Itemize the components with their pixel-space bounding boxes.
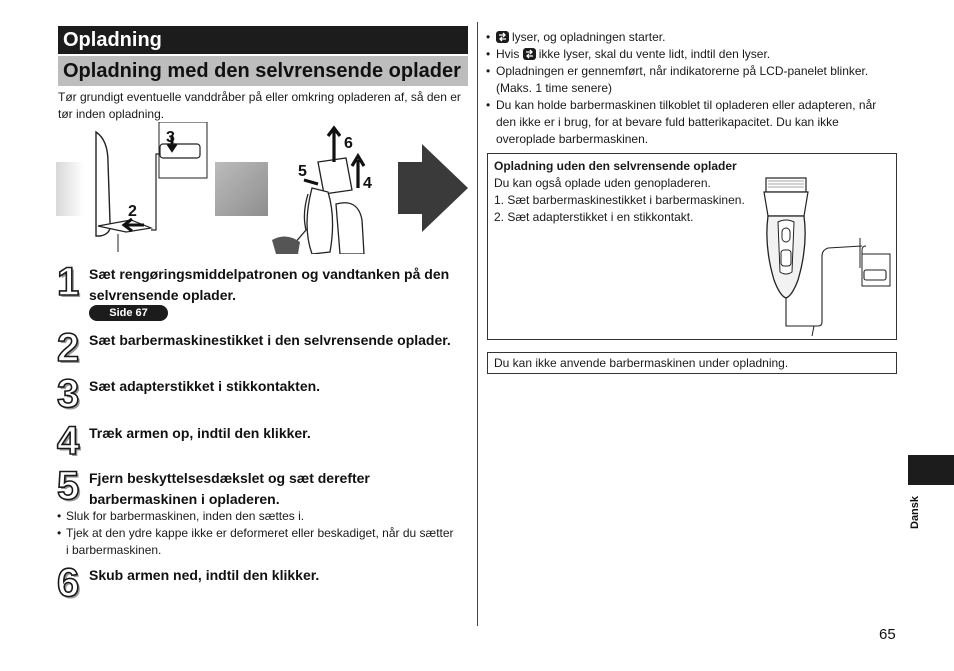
- stand-base: [272, 236, 300, 254]
- step-6-text: Skub armen ned, indtil den klikker.: [89, 567, 320, 583]
- panel-shade-mid: [215, 162, 268, 216]
- list-item: • Hvis ikke lyser, skal du vente lidt, indtil den lyser.: [486, 46, 896, 63]
- list-item: 2. Sæt adapterstikket i en stikkontakt.: [494, 210, 694, 224]
- list-item: 1. Sæt barbermaskinestikket i barbermaskinen.: [494, 193, 745, 207]
- intro-text: Tør grundigt eventuelle vanddråber på eller omkring opladeren af, så den er tør inden opladning.: [58, 90, 461, 121]
- step-2-text: Sæt barbermaskinestikket i den selvrensende oplader.: [89, 332, 451, 348]
- shaver-illustration: [758, 176, 894, 338]
- step-6-number: 6: [57, 561, 80, 605]
- subsection-title: Opladning med den selvrensende oplader: [58, 56, 468, 86]
- box-body: Du kan også oplade uden genopladeren. 1. Sæt barbermaskinestikket i barbermaskinen. 2. Sæt adapterstikket i en stikkontakt.: [494, 176, 745, 224]
- language-tab: [908, 455, 954, 485]
- panel-shade-left: [56, 162, 84, 216]
- shaver-body: [307, 188, 333, 254]
- page-reference-badge[interactable]: Side 67: [89, 305, 168, 321]
- step-1-text: Sæt rengøringsmiddelpatronen og vandtanken på den selvrensende oplader.: [89, 266, 450, 303]
- callout-4: 4: [363, 175, 372, 192]
- section-title: Opladning: [58, 26, 468, 54]
- callout-5: 5: [298, 163, 307, 180]
- list-item: • Du kan holde barbermaskinen tilkoblet til opladeren eller adapteren, når den ikke er i brug, for at bevare fuld batterikapacitet. Du kan ikke overoplade barbermaskinen.: [486, 97, 896, 148]
- callout-2: 2: [128, 203, 137, 220]
- list-item: • lyser, og opladningen starter.: [486, 29, 896, 46]
- language-label: Dansk: [909, 495, 921, 529]
- charge-indicator-icon: [496, 31, 509, 43]
- charger-body: [96, 132, 110, 236]
- charge-without-charger-box: [487, 153, 897, 340]
- callout-3: 3: [166, 129, 175, 146]
- step-4-text: Træk armen op, indtil den klikker.: [89, 425, 311, 441]
- shaver-head: [318, 158, 352, 194]
- next-arrow-icon: [398, 144, 468, 232]
- list-item: • Opladningen er gennemført, når indikatorerne på LCD-panelet blinker. (Maks. 1 time senere): [486, 63, 896, 97]
- step-4-number: 4: [57, 419, 80, 463]
- step-5-notes: [57, 508, 457, 559]
- step-3-text: Sæt adapterstikket i stikkontakten.: [89, 378, 321, 394]
- step-5-text: Fjern beskyttelsesdækslet og sæt derefter barbermaskinen i opladeren.: [89, 470, 370, 507]
- list-item: • Sluk for barbermaskinen, inden den sættes i.: [57, 508, 457, 525]
- column-divider: [477, 22, 478, 626]
- page-number: 65: [879, 626, 896, 643]
- charging-notes: [486, 29, 896, 148]
- adapter-plug: [160, 144, 200, 158]
- box-title: Opladning uden den selvrensende oplader: [494, 159, 737, 173]
- charge-indicator-icon: [523, 48, 536, 60]
- note-box: Du kan ikke anvende barbermaskinen under opladning.: [487, 352, 897, 374]
- step-5-number: 5: [57, 464, 80, 508]
- list-item: • Tjek at den ydre kappe ikke er deformeret eller beskadiget, når du sætter i barbermaskinen.: [57, 525, 457, 559]
- charging-stand: [336, 203, 364, 254]
- step-3-number: 3: [57, 372, 80, 416]
- charging-illustration: [56, 122, 471, 254]
- step-2-number: 2: [57, 326, 80, 370]
- callout-6: 6: [344, 135, 353, 152]
- step-1-number: 1: [57, 260, 80, 304]
